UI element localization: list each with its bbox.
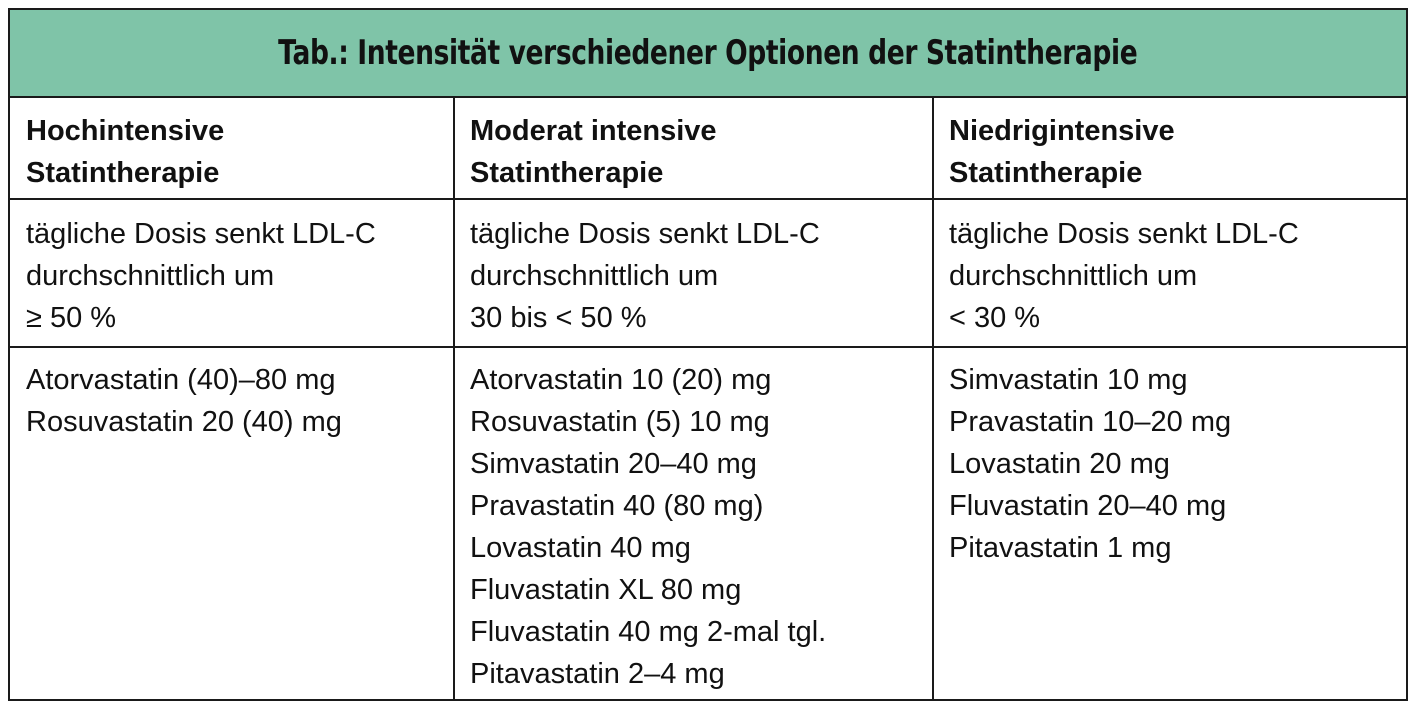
description-cell-moderate-intensity xyxy=(470,213,820,339)
header-line: Statintherapie xyxy=(949,157,1143,189)
drug-item: Simvastatin 20–40 mg xyxy=(470,448,757,480)
description-cell-low-intensity xyxy=(949,213,1299,339)
drug-item: Fluvastatin 20–40 mg xyxy=(949,490,1227,522)
drugs-cell-high-intensity xyxy=(26,359,342,443)
description-line: tägliche Dosis senkt LDL-C xyxy=(470,218,820,250)
table-title-bar xyxy=(10,10,1406,98)
header-line: Statintherapie xyxy=(26,157,220,189)
drugs-cell-low-intensity xyxy=(949,359,1231,569)
row-divider xyxy=(10,346,1406,348)
description-line: tägliche Dosis senkt LDL-C xyxy=(26,218,376,250)
drug-item: Pitavastatin 1 mg xyxy=(949,532,1172,564)
row-divider xyxy=(10,198,1406,200)
description-line: durchschnittlich um xyxy=(470,260,719,292)
drug-item: Simvastatin 10 mg xyxy=(949,364,1188,396)
drug-item: Lovastatin 20 mg xyxy=(949,448,1170,480)
drug-item: Rosuvastatin (5) 10 mg xyxy=(470,406,770,438)
description-line: < 30 % xyxy=(949,302,1041,334)
drug-item: Lovastatin 40 mg xyxy=(470,532,691,564)
drug-item: Pravastatin 40 (80 mg) xyxy=(470,490,764,522)
header-cell-low-intensity xyxy=(949,110,1175,194)
drug-item: Pitavastatin 2–4 mg xyxy=(470,658,725,690)
description-line: durchschnittlich um xyxy=(26,260,275,292)
drugs-cell-moderate-intensity xyxy=(470,359,826,695)
header-line: Moderat intensive xyxy=(470,115,717,147)
column-divider xyxy=(453,96,455,699)
drug-item: Rosuvastatin 20 (40) mg xyxy=(26,406,342,438)
drug-item: Pravastatin 10–20 mg xyxy=(949,406,1232,438)
description-line: durchschnittlich um xyxy=(949,260,1198,292)
header-line: Hochintensive xyxy=(26,115,225,147)
drug-item: Fluvastatin XL 80 mg xyxy=(470,574,742,606)
table-title: Tab.: Intensität verschiedener Optionen der Statintherapie xyxy=(278,33,1138,73)
drug-item: Atorvastatin 10 (20) mg xyxy=(470,364,772,396)
drug-item: Fluvastatin 40 mg 2-mal tgl. xyxy=(470,616,827,648)
description-line: ≥ 50 % xyxy=(26,302,117,334)
header-cell-high-intensity xyxy=(26,110,224,194)
header-line: Statintherapie xyxy=(470,157,664,189)
column-divider xyxy=(932,96,934,699)
statin-intensity-table xyxy=(8,8,1408,701)
description-line: tägliche Dosis senkt LDL-C xyxy=(949,218,1299,250)
description-line: 30 bis < 50 % xyxy=(470,302,647,334)
description-cell-high-intensity xyxy=(26,213,376,339)
header-line: Niedrigintensive xyxy=(949,115,1175,147)
drug-item: Atorvastatin (40)–80 mg xyxy=(26,364,336,396)
header-cell-moderate-intensity xyxy=(470,110,717,194)
